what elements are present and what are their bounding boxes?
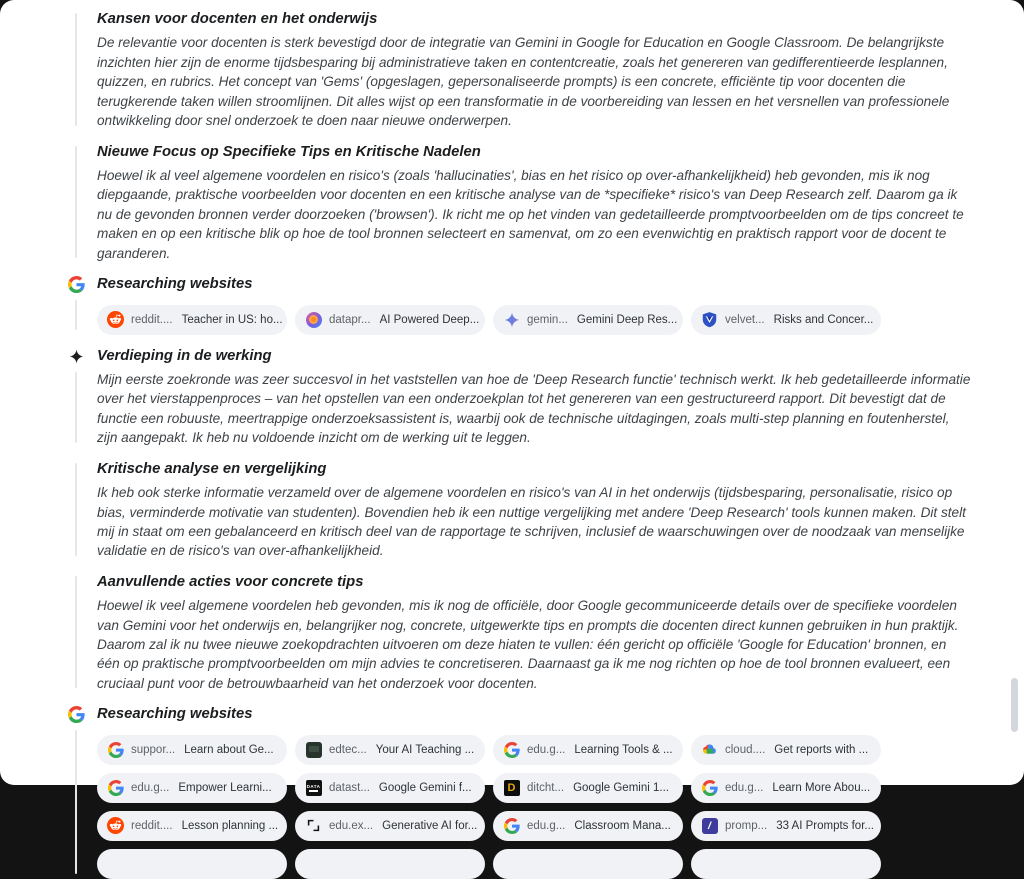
chip-source: edtec...: [329, 743, 367, 756]
source-chip[interactable]: [493, 773, 683, 803]
chip-source: cloud....: [725, 743, 766, 756]
section-heading: Verdieping in de werking: [97, 347, 272, 364]
chip-title: Teacher in US: ho...: [181, 313, 283, 326]
source-chip[interactable]: [295, 773, 485, 803]
chip-title: Lesson planning ...: [181, 819, 279, 832]
source-chip[interactable]: [691, 773, 881, 803]
datastudio-icon: DATA: [305, 779, 322, 796]
section-body: Ik heb ook sterke informatie verzameld over de algemene voordelen en risico's van AI in het onderwijs (tijdsbesparing, personalisatie, risico op bias, verminderde motivatie van studenten). Bovendien heb ik een nuttige vergelijking met andere 'Deep Research' tools kunnen maken. Dit stelt mij in staat om een gebalanceerd en kritisch deel van de rapportage te schrijven, inclusief de waarschuwingen over de noodzaak van menselijke validatie en de risico's van over-afhankelijkheid.: [97, 485, 966, 559]
source-chip[interactable]: [493, 811, 683, 841]
chip-source: reddit....: [131, 819, 173, 832]
source-chip[interactable]: [97, 811, 287, 841]
section-body: Hoewel ik veel algemene voordelen heb gevonden, mis ik nog de officiële, door Google gecommuniceerde details over de specifieke voordelen van Gemini voor het onderwijs en, belangrijker nog, concrete, uitgewerkte tips en prompts die docenten direct kunnen gebruiken in hun praktijk. Daarom zal ik nu twee nieuwe zoekopdrachten uitvoeren om deze hiaten te vullen: één gericht op officiële 'Google for Education' bronnen, en één op praktische promptvoorbeelden om mijn advies te concretiseren. Daarnaast ga ik me nog richten op hoe de tool bronnen evalueert, een cruciaal punt voor de betrouwbaarheid van het onderzoek voor docenten.: [97, 598, 959, 691]
research-status-heading: Researching websites: [97, 276, 253, 293]
timeline-rail: [60, 347, 97, 448]
chip-source: datapr...: [329, 313, 371, 326]
chip-source: edu.g...: [527, 743, 566, 756]
chip-source: datast...: [329, 781, 370, 794]
chip-title: Google Gemini f...: [378, 781, 472, 794]
source-chip-partial[interactable]: [97, 849, 287, 879]
source-chip-grid: [97, 735, 978, 879]
timeline-rail: [60, 705, 97, 878]
research-status-heading: Researching websites: [97, 706, 253, 723]
dataprivacy-icon: [305, 311, 322, 328]
timeline-line: [75, 463, 77, 556]
google-g-icon: [68, 706, 85, 723]
timeline-rail: [60, 10, 97, 131]
google-g-icon: [701, 779, 718, 796]
chip-source: edu.ex...: [329, 819, 374, 832]
timeline-rail: [60, 573, 97, 694]
timeline-line: [75, 146, 77, 259]
prompt-slash-icon: /: [701, 817, 718, 834]
crop-corners-icon: [305, 817, 322, 834]
source-chip[interactable]: [295, 735, 485, 765]
timeline-line: [75, 13, 77, 126]
source-chip-row: [97, 305, 978, 335]
google-g-icon: [503, 817, 520, 834]
section-heading: Aanvullende acties voor concrete tips: [97, 573, 364, 590]
chip-title: Get reports with ...: [774, 743, 869, 756]
research-log-entry: [60, 573, 978, 694]
chip-title: Learning Tools & ...: [574, 743, 673, 756]
source-chip-partial[interactable]: [493, 849, 683, 879]
ditch-d-icon: D: [503, 779, 520, 796]
source-chip[interactable]: [295, 811, 485, 841]
source-chip[interactable]: [691, 735, 881, 765]
velvet-shield-icon: [701, 311, 718, 328]
edtech-board-icon: [305, 741, 322, 758]
section-body: De relevantie voor docenten is sterk bevestigd door de integratie van Gemini in Google for Education en Google Classroom. De belangrijkste inzichten hier zijn de enorme tijdsbesparing bij administratieve taken en contentcreatie, zoals het genereren van gedifferentieerde lesplannen, quizzen, en rubrics. Het concept van 'Gems' (opgeslagen, gepersonaliseerde prompts) is een concrete, efficiënte tip voor docenten die terugkerende taken willen stroomlijnen. Dit alles wijst op een transformatie in de voorbereiding van lessen en het versnellen van professionele ontwikkeling door snel onderzoek te doen naar nieuwe onderwerpen.: [97, 35, 950, 129]
chip-title: Learn More Abou...: [772, 781, 871, 794]
research-log-entry: [60, 143, 978, 264]
source-chip[interactable]: [97, 773, 287, 803]
source-chip[interactable]: [295, 305, 485, 335]
source-chip-partial[interactable]: [295, 849, 485, 879]
chip-title: Risks and Concer...: [773, 313, 874, 326]
source-chip[interactable]: [493, 305, 683, 335]
chip-title: Learn about Ge...: [184, 743, 274, 756]
reddit-icon: [107, 311, 124, 328]
chip-title: Generative AI for...: [382, 819, 478, 832]
source-chip[interactable]: [97, 735, 287, 765]
source-chip[interactable]: [691, 305, 881, 335]
research-log-entry: [60, 460, 978, 561]
scrollbar-thumb[interactable]: [1011, 678, 1018, 732]
researching-websites-block: [60, 705, 978, 878]
researching-websites-block: [60, 275, 978, 334]
source-chip[interactable]: [97, 305, 287, 335]
gemini-sparkle-icon: [503, 311, 520, 328]
chip-source: edu.g...: [527, 819, 566, 832]
section-heading: Kritische analyse en vergelijking: [97, 460, 327, 477]
google-g-icon: [107, 779, 124, 796]
chip-title: Google Gemini 1...: [573, 781, 669, 794]
chip-source: ditcht...: [527, 781, 565, 794]
chip-source: edu.g...: [725, 781, 764, 794]
google-g-icon: [68, 276, 85, 293]
timeline-line: [75, 730, 77, 873]
chip-title: Classroom Mana...: [574, 819, 671, 832]
research-log-entry: [60, 10, 978, 131]
chip-source: edu.g...: [131, 781, 170, 794]
section-body: Hoewel ik al veel algemene voordelen en risico's (zoals 'hallucinaties', bias en het risico op over-afhankelijkheid) heb gevonden, mis ik nog diepgaande, praktische voorbeelden voor docenten en een kritische analyse van de *specifieke* risico's van Deep Research zelf. Daarom ga ik nu de gevonden bronnen verder doorzoeken ('browsen'). Ik richt me op het vinden van gedetailleerde promptvoorbeelden om de tips concreet te maken en op een kritische blik op hoe de tool bronnen selecteert en samenvat, om zo een evenwichtig en praktisch rapport voor de docent te garanderen.: [97, 168, 964, 261]
chip-source: velvet...: [725, 313, 765, 326]
timeline-line: [75, 372, 77, 443]
section-body: Mijn eerste zoekronde was zeer succesvol in het vaststellen van hoe de 'Deep Research functie' technisch werkt. Ik heb gedetailleerde informatie over het vierstappenproces – van het opstellen van een onderzoekplan tot het genereren van een gestructureerd rapport. Dit bevestigt dat de functie een robuuste, meertrappige onderzoeksassistent is, waarbij ook de technische uitdagingen, zoals multi-step planning en foutenherstel, zijn aangepakt. Ik heb nu voldoende inzicht om de werking uit te leggen.: [97, 372, 971, 446]
chip-title: AI Powered Deep...: [379, 313, 480, 326]
timeline-line: [75, 576, 77, 689]
google-g-icon: [503, 741, 520, 758]
timeline-rail: [60, 143, 97, 264]
google-g-icon: [107, 741, 124, 758]
timeline-line: [75, 300, 77, 329]
chip-source: gemin...: [527, 313, 568, 326]
chip-title: 33 AI Prompts for...: [776, 819, 874, 832]
chip-title: Your AI Teaching ...: [375, 743, 475, 756]
reddit-icon: [107, 817, 124, 834]
section-heading: Kansen voor docenten en het onderwijs: [97, 11, 378, 27]
chip-source: reddit....: [131, 313, 173, 326]
chip-source: suppor...: [131, 743, 176, 756]
chip-title: Empower Learni...: [178, 781, 272, 794]
source-chip[interactable]: [493, 735, 683, 765]
source-chip-partial[interactable]: [691, 849, 881, 879]
chip-source: promp...: [725, 819, 768, 832]
chip-title: Gemini Deep Res...: [576, 313, 678, 326]
timeline-rail: [60, 460, 97, 561]
research-log-entry: [60, 347, 978, 448]
sparkle-icon: [68, 348, 85, 365]
google-cloud-icon: [701, 741, 718, 758]
section-heading: Nieuwe Focus op Specifieke Tips en Kritische Nadelen: [97, 143, 481, 160]
timeline-rail: [60, 275, 97, 334]
source-chip[interactable]: [691, 811, 881, 841]
